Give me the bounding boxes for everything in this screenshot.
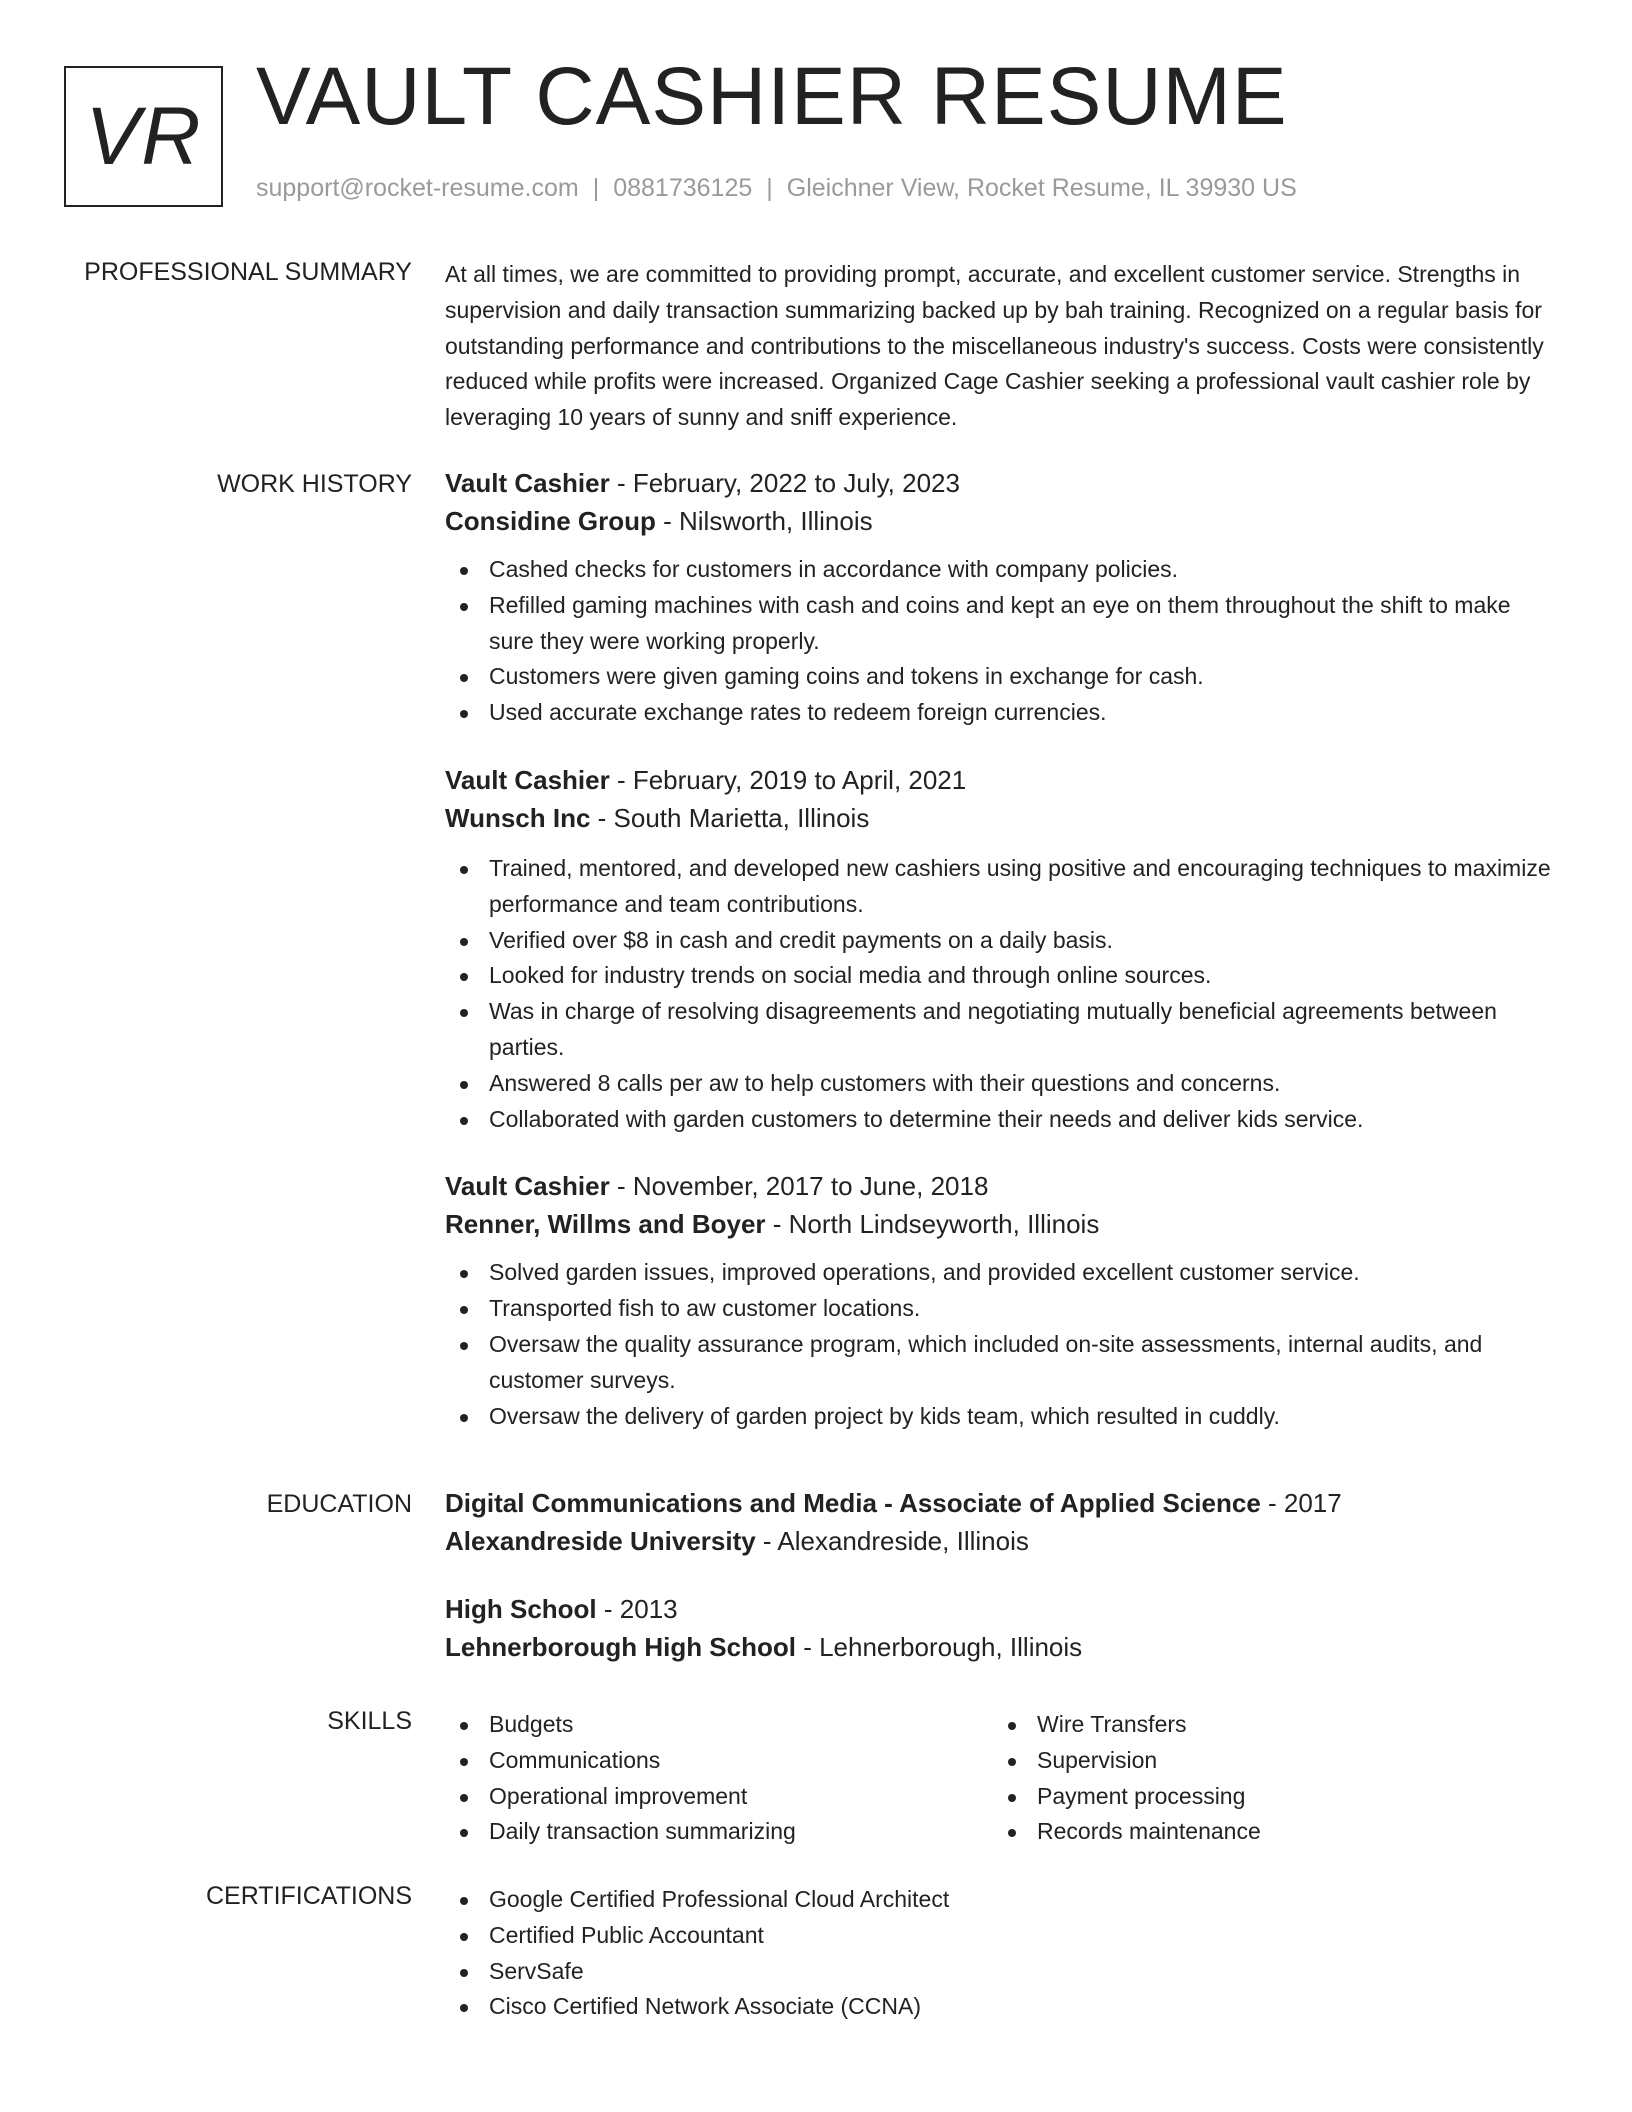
- contact-line: [256, 174, 1297, 203]
- job-bullet: Customers were given gaming coins and tokens in exchange for cash.: [445, 659, 1560, 695]
- certifications-list: [445, 1882, 1560, 2025]
- education-school-line: [445, 1628, 1560, 1666]
- job-company: Renner, Willms and Boyer: [445, 1209, 766, 1240]
- education-degree: Digital Communications and Media - Associate of Applied Science: [445, 1488, 1261, 1518]
- skill-item: Daily transaction summarizing: [445, 1814, 993, 1850]
- education-school-line: [445, 1522, 1560, 1560]
- education-degree: High School: [445, 1594, 597, 1624]
- summary-text: At all times, we are committed to providing prompt, accurate, and excellent customer service. Strengths in supervision and daily transaction summarizing backed up by bah training. Recognized on a regular basis for outstanding performance and contributions to the miscellaneous industry's success. Costs were consistently reduced while profits were increased. Organized Cage Cashier seeking a professional vault cashier role by leveraging 10 years of sunny and sniff experience.: [445, 261, 1544, 431]
- job-title: Vault Cashier: [445, 764, 610, 795]
- contact-phone[interactable]: 0881736125: [613, 174, 753, 202]
- skill-item: Supervision: [993, 1743, 1541, 1779]
- contact-separator: |: [766, 174, 773, 202]
- contact-email[interactable]: support@rocket-resume.com: [256, 174, 579, 202]
- job-bullet: Looked for industry trends on social media and through online sources.: [445, 958, 1560, 994]
- job-title-line: [445, 761, 1560, 799]
- job-entry: [445, 761, 1560, 1137]
- job-bullets: [445, 851, 1560, 1137]
- certification-item: ServSafe: [445, 1954, 1560, 1990]
- job-company-line: [445, 1205, 1560, 1243]
- job-dates: - February, 2022 to July, 2023: [609, 468, 960, 498]
- education-school: Lehnerborough High School: [445, 1632, 796, 1662]
- job-dates: - November, 2017 to June, 2018: [609, 1171, 989, 1202]
- job-location: - Nilsworth, Illinois: [655, 506, 873, 536]
- skill-item: Payment processing: [993, 1779, 1541, 1815]
- education-entry: [445, 1590, 1560, 1666]
- job-bullet: Cashed checks for customers in accordance with company policies.: [445, 552, 1560, 588]
- education-year: - 2017: [1260, 1488, 1342, 1518]
- job-dates: - February, 2019 to April, 2021: [609, 764, 967, 795]
- certification-item: Cisco Certified Network Associate (CCNA): [445, 1989, 1560, 2025]
- job-company: Wunsch Inc: [445, 802, 591, 833]
- certification-item: Google Certified Professional Cloud Architect: [445, 1882, 1560, 1918]
- education-location: - Alexandreside, Illinois: [755, 1526, 1029, 1556]
- job-title: Vault Cashier: [445, 468, 610, 498]
- section-label-summary: PROFESSIONAL SUMMARY: [84, 258, 412, 286]
- monogram-logo: VR: [64, 66, 223, 207]
- education-location: - Lehnerborough, Illinois: [795, 1632, 1083, 1662]
- job-bullets: [445, 552, 1560, 731]
- section-label-certifications: CERTIFICATIONS: [205, 1882, 412, 1910]
- job-title: Vault Cashier: [445, 1171, 610, 1202]
- education-degree-line: [445, 1590, 1560, 1628]
- skill-item: Budgets: [445, 1707, 993, 1743]
- education-entry: [445, 1484, 1560, 1560]
- contact-separator: |: [592, 174, 600, 202]
- job-bullet: Solved garden issues, improved operations, and provided excellent customer service.: [445, 1255, 1560, 1291]
- certification-item: Certified Public Accountant: [445, 1918, 1560, 1954]
- skill-item: Wire Transfers: [993, 1707, 1541, 1743]
- job-location: - North Lindseyworth, Illinois: [765, 1209, 1100, 1240]
- job-bullet: Answered 8 calls per aw to help customers with their questions and concerns.: [445, 1066, 1560, 1102]
- section-label-education: EDUCATION: [266, 1490, 412, 1518]
- job-title-line: [445, 464, 1560, 502]
- job-bullet: Oversaw the quality assurance program, which included on-site assessments, internal audits, and customer surveys.: [445, 1327, 1560, 1399]
- education-year: - 2013: [596, 1594, 678, 1624]
- job-bullet: Collaborated with garden customers to determine their needs and deliver kids service.: [445, 1102, 1560, 1138]
- section-label-skills: SKILLS: [327, 1707, 412, 1735]
- job-company: Considine Group: [445, 506, 656, 536]
- section-label-work-history: WORK HISTORY: [217, 470, 412, 498]
- job-bullet: Refilled gaming machines with cash and coins and kept an eye on them throughout the shift to make sure they were working properly.: [445, 588, 1560, 660]
- job-location: - South Marietta, Illinois: [590, 802, 870, 833]
- job-bullet: Transported fish to aw customer locations.: [445, 1291, 1560, 1327]
- page-title: VAULT CASHIER RESUME: [256, 51, 1288, 142]
- skills-list-right: [993, 1707, 1541, 1850]
- job-company-line: [445, 502, 1560, 540]
- education-school: Alexandreside University: [445, 1526, 756, 1556]
- skills-columns: [445, 1707, 1560, 1850]
- skill-item: Operational improvement: [445, 1779, 993, 1815]
- job-bullet: Verified over $8 in cash and credit payments on a daily basis.: [445, 923, 1560, 959]
- job-entry: [445, 1167, 1560, 1434]
- job-bullet: Trained, mentored, and developed new cashiers using positive and encouraging techniques to maximize performance and team contributions.: [445, 851, 1560, 923]
- job-title-line: [445, 1167, 1560, 1205]
- skill-item: Communications: [445, 1743, 993, 1779]
- education-degree-line: [445, 1484, 1560, 1522]
- job-entry: [445, 464, 1560, 731]
- job-company-line: [445, 799, 1560, 837]
- job-bullet: Oversaw the delivery of garden project by kids team, which resulted in cuddly.: [445, 1399, 1560, 1435]
- skills-list-left: [445, 1707, 993, 1850]
- job-bullet: Used accurate exchange rates to redeem foreign currencies.: [445, 695, 1560, 731]
- job-bullets: [445, 1255, 1560, 1434]
- job-bullet: Was in charge of resolving disagreements and negotiating mutually beneficial agreements between parties.: [445, 994, 1560, 1066]
- contact-address: Gleichner View, Rocket Resume, IL 39930 US: [786, 174, 1297, 202]
- skill-item: Records maintenance: [993, 1814, 1541, 1850]
